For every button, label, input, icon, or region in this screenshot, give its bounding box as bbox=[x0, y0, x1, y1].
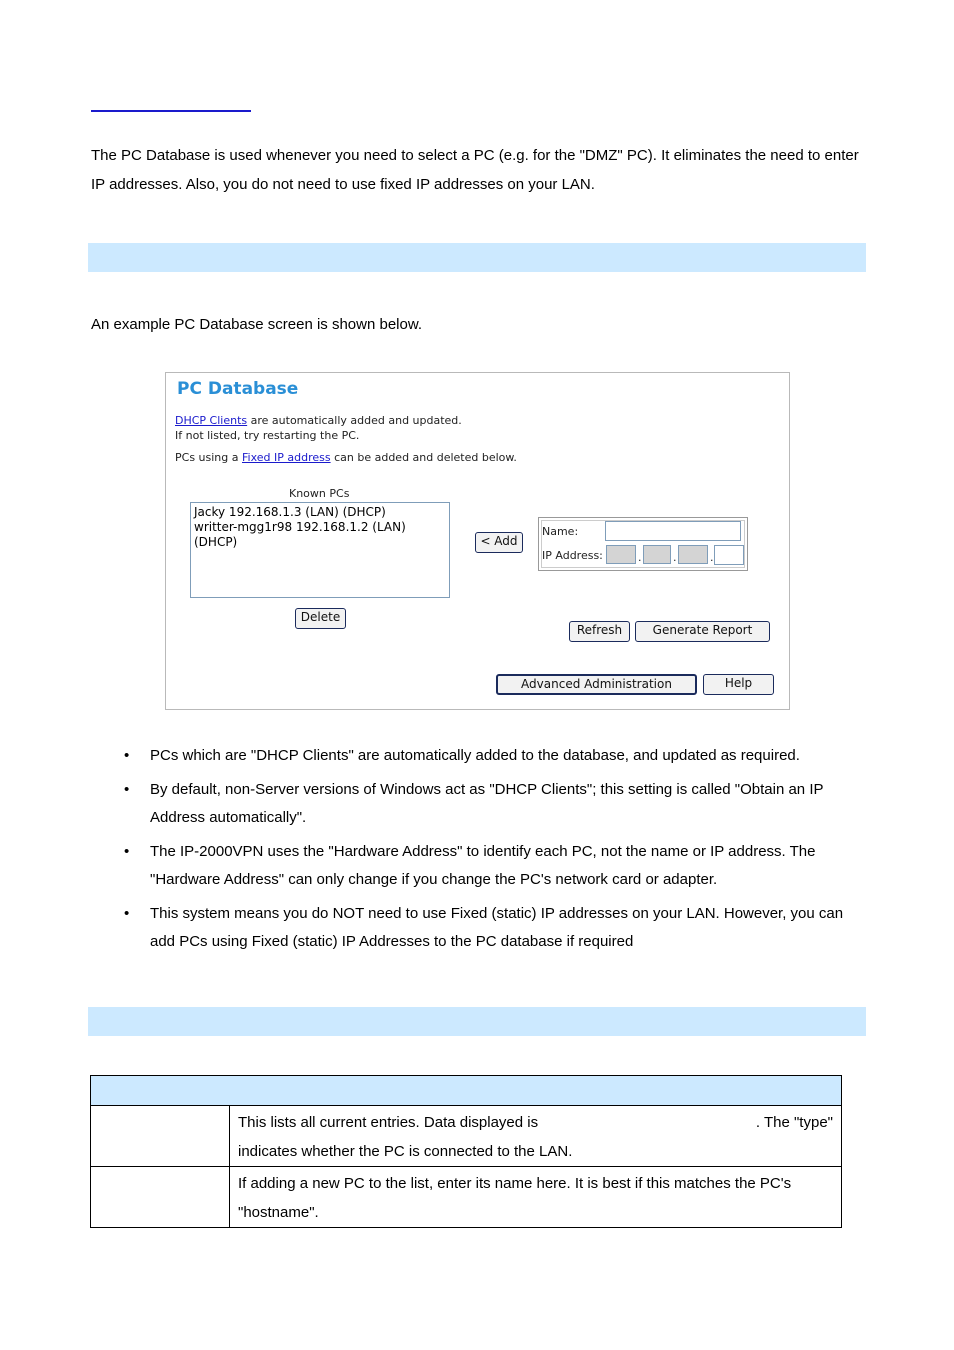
name-label: Name: bbox=[542, 525, 579, 538]
dhcp-line bbox=[175, 414, 462, 427]
ip-octet-1-input[interactable] bbox=[606, 545, 636, 564]
delete-button[interactable]: Delete bbox=[295, 608, 346, 629]
list-item[interactable]: writter-mgg1r98 192.168.1.2 (LAN) (DHCP) bbox=[194, 520, 406, 549]
table-row bbox=[91, 1167, 842, 1228]
fixed-ip-link[interactable]: Fixed IP address bbox=[242, 451, 331, 464]
fixed-prefix: PCs using a bbox=[175, 451, 242, 464]
add-button[interactable]: < Add bbox=[475, 532, 523, 553]
pc-database-screenshot bbox=[165, 372, 790, 710]
known-pcs-listbox[interactable] bbox=[190, 502, 450, 598]
entry-box: Name: IP Address: . . . bbox=[538, 517, 748, 571]
fixed-suffix: can be added and deleted below. bbox=[330, 451, 517, 464]
intro-paragraph: The PC Database is used whenever you need to select a PC (e.g. for the "DMZ" PC). It eliminates the need to enter IP addresses. Also, you do not need to use fixed IP addresses on your LAN. bbox=[91, 147, 859, 193]
row-text-a: This lists all current entries. Data displayed is bbox=[238, 1114, 539, 1131]
row-text-c: indicates whether the PC is connected to the LAN. bbox=[238, 1143, 573, 1160]
help-button[interactable]: Help bbox=[703, 674, 774, 695]
field-description-table bbox=[90, 1075, 842, 1228]
name-input[interactable] bbox=[605, 521, 741, 541]
dhcp-clients-link[interactable]: DHCP Clients bbox=[175, 414, 248, 427]
list-item: • By default, non-Server versions of Windows act as "DHCP Clients"; this setting is called "Obtain an IP Address automatically". bbox=[120, 776, 870, 832]
fixed-line bbox=[175, 451, 517, 464]
list-item: • This system means you do NOT need to use Fixed (static) IP addresses on your LAN. However, you can add PCs using Fixed (static) IP Addresses to the PC database if required bbox=[120, 900, 870, 956]
generate-report-button[interactable]: Generate Report bbox=[635, 621, 770, 642]
ip-address-label: IP Address: bbox=[542, 549, 603, 562]
screen-title: PC Database bbox=[177, 379, 299, 399]
table-header-row bbox=[91, 1076, 842, 1106]
known-pcs-label: Known PCs bbox=[289, 487, 350, 500]
ip-octet-3-input[interactable] bbox=[678, 545, 708, 564]
advanced-administration-button[interactable]: Advanced Administration bbox=[496, 674, 697, 695]
bullet-list bbox=[120, 742, 870, 962]
list-item: • PCs which are "DHCP Clients" are automatically added to the database, and updated as required. bbox=[120, 742, 870, 770]
list-item: • The IP-2000VPN uses the "Hardware Address" to identify each PC, not the name or IP address. The "Hardware Address" can only change if you change the PC's network card or adapter. bbox=[120, 838, 870, 894]
ip-octet-4-input[interactable] bbox=[714, 545, 744, 565]
row-text: If adding a new PC to the list, enter its name here. It is best if this matches the PC's "hostname". bbox=[230, 1167, 842, 1228]
refresh-button[interactable]: Refresh bbox=[569, 621, 630, 642]
row-label bbox=[91, 1106, 230, 1167]
not-listed-text: If not listed, try restarting the PC. bbox=[175, 429, 360, 442]
section-heading-band-2 bbox=[88, 1007, 866, 1036]
top-underline-link[interactable] bbox=[91, 110, 251, 112]
ip-octet-2-input[interactable] bbox=[643, 545, 671, 564]
list-item[interactable]: Jacky 192.168.1.3 (LAN) (DHCP) bbox=[194, 505, 386, 519]
row-label bbox=[91, 1167, 230, 1228]
table-row bbox=[91, 1106, 842, 1167]
section-heading-band bbox=[88, 243, 866, 272]
dhcp-line-text: are automatically added and updated. bbox=[247, 414, 462, 427]
row-text-b: . The "type" bbox=[755, 1114, 833, 1131]
example-text: An example PC Database screen is shown below. bbox=[91, 316, 423, 333]
